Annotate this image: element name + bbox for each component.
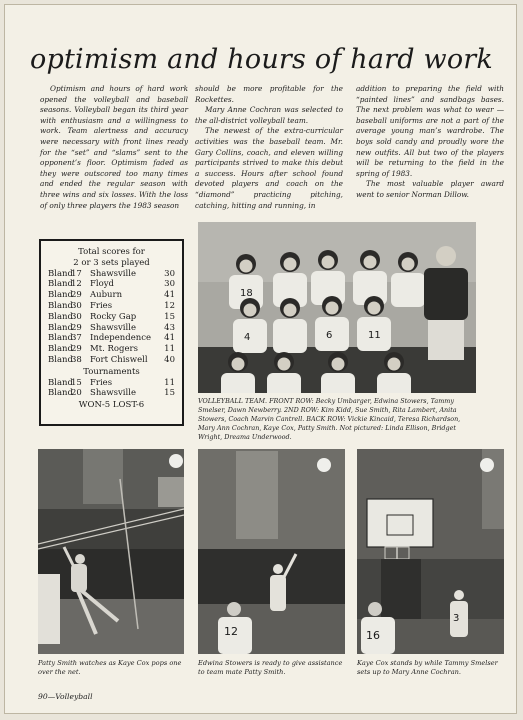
player-face <box>402 258 415 271</box>
score-row <box>48 312 175 323</box>
player-jersey <box>377 373 411 393</box>
score-row <box>48 301 175 312</box>
season-record: WON-5 LOST-6 <box>78 400 145 411</box>
opponent-score: 15 <box>164 311 175 322</box>
opponent-score: 41 <box>164 333 175 344</box>
player-face <box>284 304 297 317</box>
opponent-name: Mt. Rogers <box>90 344 138 355</box>
player-face <box>244 304 257 317</box>
score-row <box>48 344 175 355</box>
coach-shirt <box>424 268 468 320</box>
school-score: 17 <box>71 268 82 279</box>
opponent-name: Auburn <box>90 290 123 301</box>
player-face <box>232 358 245 371</box>
article-column-2 <box>195 84 343 211</box>
school-name: Bland <box>48 290 73 301</box>
coach-shorts <box>428 320 464 360</box>
player-face <box>284 258 297 271</box>
score-row <box>48 290 175 301</box>
jersey-number: 11 <box>368 330 381 341</box>
opponent-score: 15 <box>164 388 175 399</box>
opponent-score: 41 <box>164 290 175 301</box>
player-face <box>322 256 335 269</box>
tournament-list <box>48 378 175 400</box>
school-score: 29 <box>71 344 82 355</box>
page-folio: 90—Volleyball <box>38 692 93 701</box>
player-face <box>326 302 339 315</box>
opponent-score: 30 <box>164 279 175 290</box>
opponent-name: Rocky Gap <box>90 311 137 322</box>
action-photo-set-caption: Kaye Cox stands by while Tammy Smelser sets up to Mary Anne Cochran. <box>357 659 498 677</box>
jersey-number: 6 <box>326 330 333 341</box>
action-photo-net-image <box>38 449 184 654</box>
volleyball-scores-box <box>39 239 184 426</box>
score-list <box>48 269 175 366</box>
article-paragraph: Optimism and hours of hard work opened the volleyball and baseball seasons. Volleyball began its third year with enthusiasm and a willingness to work. Team alertness and accuracy were necessary with front lines ready for the “set” and “slams” sent to the opponent’s floor. Optimism faded as they were outscored too many times and ended the regular season with three wins and six losses. With the loss of only three players the 1983 season <box>40 84 188 210</box>
player-face <box>332 358 345 371</box>
opponent-name: Shawsville <box>90 388 136 399</box>
school-name: Bland <box>48 344 73 355</box>
scores-title: Total scores for <box>78 247 145 257</box>
jersey-number: 16 <box>366 629 380 642</box>
jersey-number: 12 <box>224 625 238 638</box>
opponent-name: Independence <box>90 333 151 344</box>
player-face <box>368 302 381 315</box>
player-jersey <box>267 373 301 393</box>
score-row <box>48 323 175 334</box>
action-photo-net-caption: Patty Smith watches as Kaye Cox pops one over the net. <box>38 659 182 677</box>
article-paragraph: addition to preparing the field with “painted lines” and sandbags bases. The next problem was what to wear — baseball uniforms are not a part of the average young man’s wardrobe. The boys sold candy and proudly wore the new outfits. All but two of the players will be returning to the field in the spring of 1983. <box>356 84 504 178</box>
scores-subtitle: 2 or 3 sets played <box>73 257 150 268</box>
school-score: 20 <box>71 388 82 399</box>
school-score: 37 <box>71 333 82 344</box>
opponent-name: Fries <box>90 300 113 311</box>
player-face <box>240 260 253 273</box>
action-photo-set-image <box>357 449 504 654</box>
player-face <box>364 256 377 269</box>
jersey-number: 4 <box>244 332 251 343</box>
player-jersey <box>391 273 425 307</box>
school-score: 12 <box>71 279 82 290</box>
school-score: 30 <box>71 311 82 322</box>
opponent-name: Shawsville <box>90 268 136 279</box>
school-score: 29 <box>71 322 82 333</box>
school-name: Bland <box>48 311 73 322</box>
player-face <box>278 358 291 371</box>
player-jersey <box>221 373 255 393</box>
player-face <box>388 358 401 371</box>
player-jersey <box>321 373 355 393</box>
action-photo-assist <box>198 449 345 654</box>
team-photo-image <box>198 222 476 393</box>
school-name: Bland <box>48 300 73 311</box>
article-paragraph: should be more profitable for the Rockettes. <box>195 84 343 104</box>
action-photo-assist-image <box>198 449 345 654</box>
coach-head <box>436 246 456 266</box>
volleyball-team-photo <box>198 222 476 393</box>
school-score: 29 <box>71 290 82 301</box>
opponent-score: 30 <box>164 268 175 279</box>
school-name: Bland <box>48 268 73 279</box>
school-score: 38 <box>71 354 82 365</box>
player-jersey <box>273 319 307 353</box>
opponent-name: Fries <box>90 377 113 388</box>
article-paragraph: The newest of the extra-curricular activities was the baseball team. Mr. Gary Collins, coach, and eleven willing participants strived to make this debut a success. Hours after school found devoted players and coach on the “diamond” practicing pitching, catching, hitting and running, in <box>195 126 343 210</box>
score-row <box>48 388 175 399</box>
score-row <box>48 355 175 366</box>
team-photo-caption: VOLLEYBALL TEAM. FRONT ROW: Becky Umbarger, Edwina Stowers, Tammy Smelser, Dawn Newberry. 2ND ROW: Kim Kidd, Sue Smith, Rita Lambert, Anita Stowers, Coach Marvin Cantrell. BACK ROW: Vickie Kincaid, Teresa Richardson, Mary Ann Cochran, Kaye Cox, Patty Smith. Not pictured: Linda Ellison, Bridget Wright, Dreama Underwood. <box>198 397 461 441</box>
opponent-name: Fort Chiswell <box>90 354 148 365</box>
school-name: Bland <box>48 377 73 388</box>
page-headline: optimism and hours of hard work <box>30 44 493 75</box>
opponent-score: 11 <box>164 344 175 355</box>
opponent-score: 11 <box>164 377 175 388</box>
jersey-number: 18 <box>240 288 253 299</box>
school-name: Bland <box>48 279 73 290</box>
article-paragraph: The most valuable player award went to senior Norman Dillow. <box>356 179 504 199</box>
score-row <box>48 279 175 290</box>
opponent-score: 40 <box>164 354 175 365</box>
opponent-score: 43 <box>164 322 175 333</box>
article-column-3 <box>356 84 504 201</box>
score-row <box>48 269 175 280</box>
article-column-1 <box>40 84 188 211</box>
action-photo-set <box>357 449 504 654</box>
opponent-name: Floyd <box>90 279 114 290</box>
tournaments-title: Tournaments <box>83 366 140 377</box>
school-name: Bland <box>48 333 73 344</box>
action-photo-assist-caption: Edwina Stowers is ready to give assistance to team mate Patty Smith. <box>198 659 343 677</box>
school-name: Bland <box>48 354 73 365</box>
action-photo-net <box>38 449 184 654</box>
school-name: Bland <box>48 388 73 399</box>
school-score: 30 <box>71 300 82 311</box>
article-paragraph: Mary Anne Cochran was selected to the all-district volleyball team. <box>195 105 343 125</box>
jersey-number: 3 <box>453 613 460 624</box>
school-score: 15 <box>71 377 82 388</box>
opponent-score: 12 <box>164 300 175 311</box>
score-row <box>48 378 175 389</box>
school-name: Bland <box>48 322 73 333</box>
score-row <box>48 333 175 344</box>
opponent-name: Shawsville <box>90 322 136 333</box>
